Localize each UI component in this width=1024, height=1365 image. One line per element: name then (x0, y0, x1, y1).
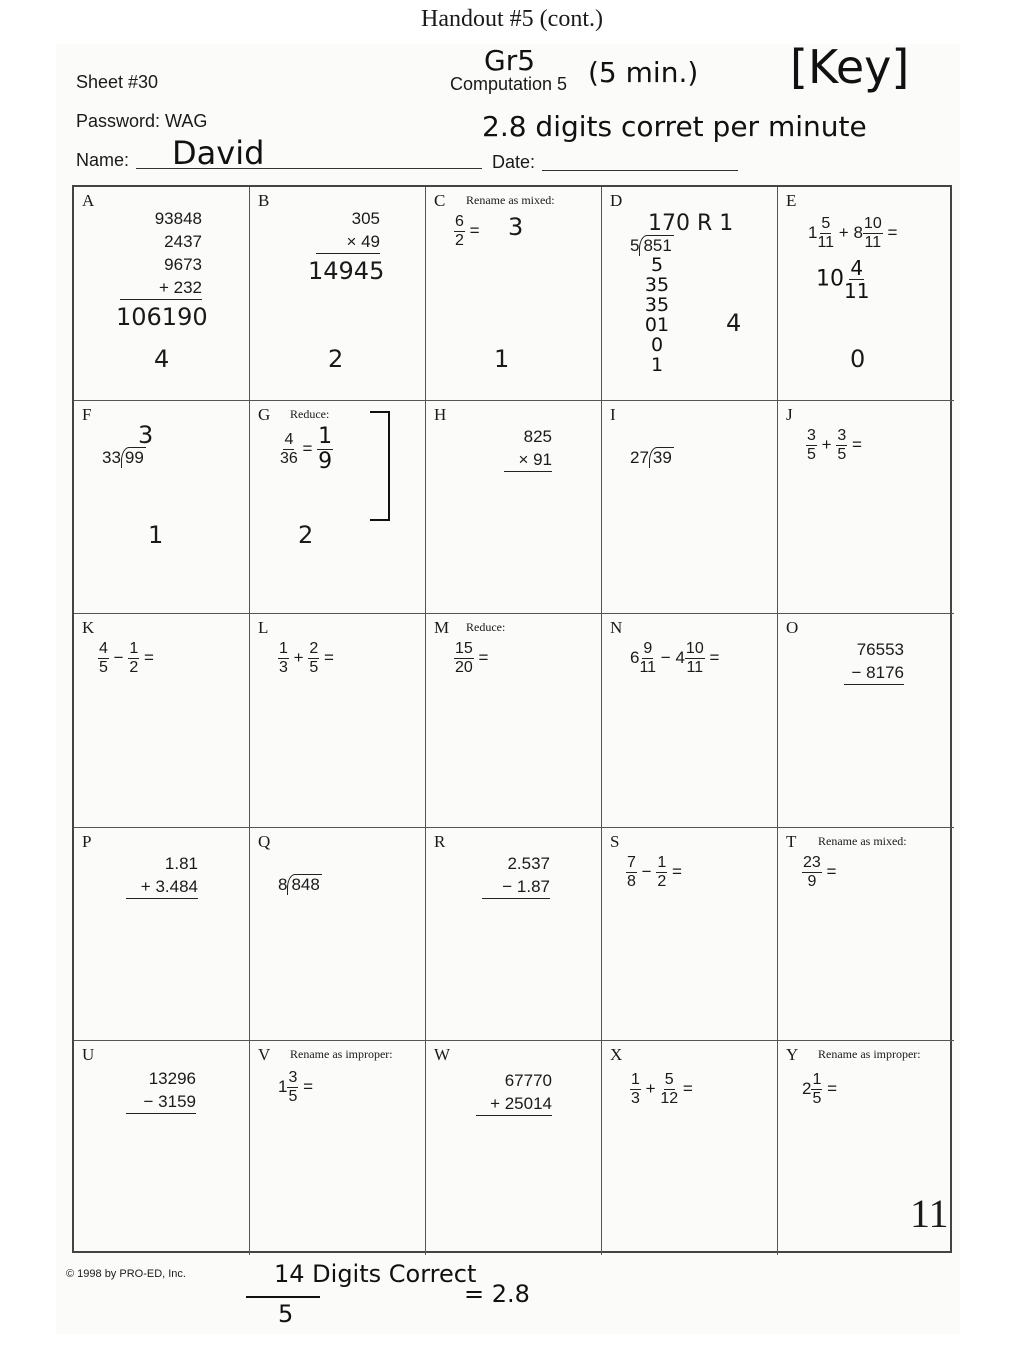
numerator: 1 (631, 1071, 640, 1089)
numerator: 23 (803, 853, 821, 871)
dividend: 851 (639, 235, 673, 256)
cell-label: X (610, 1045, 623, 1065)
cell-label: A (82, 191, 95, 210)
digits-correct-score: 2 (328, 345, 344, 373)
cell-b (250, 187, 426, 401)
cell-v: V Rename as improper: 1 $\frac{3}{5}$ = (250, 1041, 426, 1255)
divisor: 33 (102, 447, 121, 467)
handwritten-whole: 10 (816, 266, 844, 292)
denominator: 20 (455, 659, 473, 677)
digits-correct-score: 4 (154, 345, 170, 373)
name-label: Name: (76, 150, 130, 170)
factor: × 49 (316, 230, 380, 254)
numerator: 15 (455, 640, 473, 658)
cell-l: L $\frac{1}{3}$ + $\frac{2}{5}$ = (250, 614, 426, 828)
subtrahend: − 3159 (126, 1090, 196, 1114)
denominator: 11 (639, 659, 657, 677)
handwritten-bracket (370, 411, 390, 521)
denominator: 9 (807, 872, 817, 890)
total-digits-correct: 14 Digits Correct (274, 1260, 477, 1288)
denominator: 5 (807, 445, 816, 463)
denominator: 8 (627, 872, 636, 890)
divisor: 8 (278, 874, 288, 894)
cell-i (602, 401, 778, 615)
cell-p (74, 828, 250, 1042)
subtrahend: − 8176 (844, 661, 904, 685)
instruction: Reduce: (290, 406, 330, 421)
sheet-number: Sheet #30 (76, 72, 159, 92)
dividend: 39 (649, 447, 674, 468)
digits-correct-score: 1 (148, 520, 164, 549)
denominator: 11 (686, 659, 704, 677)
problem-grid (72, 185, 952, 1253)
cell-label: J (786, 404, 793, 424)
total-minutes: 5 (278, 1300, 294, 1328)
denominator: 5 (99, 659, 108, 677)
denominator: 2 (129, 659, 139, 677)
grade-handwritten: Gr5 (484, 44, 536, 77)
operator: + (821, 434, 832, 454)
cell-label: L (258, 618, 269, 638)
instruction: Rename as improper: (818, 1047, 921, 1062)
cell-label: R (434, 831, 446, 851)
dividend: 848 (287, 874, 321, 895)
work-step: 01 (644, 314, 670, 336)
cell-label: F (82, 404, 92, 424)
page-number: 11 (910, 1191, 949, 1236)
key-handwritten: [Key] (790, 40, 910, 94)
handwritten-numerator: 4 (850, 256, 864, 280)
cell-x: X $\frac{1}{3}$ + $\frac{5}{12}$ = (602, 1041, 778, 1255)
cell-label: E (786, 191, 797, 210)
cell-label: W (434, 1045, 451, 1065)
cell-k: K $\frac{4}{5}$ − $\frac{1}{2}$ = (74, 614, 250, 828)
cell-label: S (610, 831, 620, 851)
denominator: 5 (837, 445, 847, 463)
numerator: 1 (129, 640, 139, 658)
denominator: 36 (280, 449, 298, 467)
digits-per-minute-result: = 2.8 (464, 1280, 530, 1308)
cell-f (74, 401, 250, 615)
cell-label: P (82, 831, 92, 851)
copyright: © 1998 by PRO-ED, Inc. (66, 1268, 186, 1280)
digits-correct-score: 4 (726, 309, 742, 337)
addend: 9673 (164, 255, 202, 274)
numerator: 10 (863, 215, 882, 232)
numerator: 7 (627, 853, 636, 871)
computation-title: Computation 5 (450, 74, 568, 94)
numerator: 4 (99, 640, 108, 658)
instruction: Reduce: (466, 620, 506, 635)
divisor: 27 (630, 447, 649, 467)
cell-label: G (258, 404, 271, 424)
cell-r (426, 828, 602, 1042)
whole: 8 (853, 222, 863, 242)
denominator: 5 (812, 1090, 822, 1108)
numerator: 1 (657, 853, 667, 871)
dividend: 99 (121, 447, 146, 468)
denominator: 2 (657, 872, 667, 890)
cell-h (426, 401, 602, 615)
whole: 6 (630, 648, 640, 668)
date-label: Date: (492, 152, 536, 172)
work-step: 5 (650, 254, 664, 276)
cell-y: Y Rename as improper: 2 $\frac{1}{5}$ = (786, 1045, 921, 1108)
whole: 1 (278, 1077, 288, 1097)
cell-label: M (434, 618, 450, 638)
minuend: 2.537 (507, 853, 550, 873)
cell-s: S $\frac{7}{8}$ − $\frac{1}{2}$ = (602, 828, 778, 1042)
cell-label: V (258, 1045, 271, 1065)
numerator: 5 (821, 215, 831, 232)
cell-label: T (786, 831, 797, 851)
whole: 1 (808, 222, 818, 242)
cell-label: Q (258, 831, 271, 851)
numerator: 1 (812, 1071, 822, 1089)
numerator: 3 (288, 1069, 298, 1087)
denominator: 12 (660, 1090, 679, 1108)
digits-correct-score: 1 (494, 345, 510, 373)
numerator: 5 (664, 1071, 674, 1089)
operator: + (645, 1079, 656, 1099)
numerator: 2 (309, 640, 319, 658)
handwritten-denominator: 9 (318, 448, 333, 474)
instruction: Rename as mixed: (466, 193, 555, 207)
cell-q (250, 828, 426, 1042)
time-handwritten: (5 min.) (588, 56, 699, 89)
numerator: 3 (837, 426, 847, 444)
digits-correct-score: 2 (298, 520, 314, 549)
handwritten-answer: 106190 (116, 303, 208, 331)
addend: 93848 (154, 209, 202, 228)
numerator: 4 (284, 430, 294, 448)
cell-o (778, 614, 954, 828)
cell-label: D (610, 191, 623, 210)
numerator: 9 (643, 640, 653, 658)
factor: 825 (523, 426, 552, 446)
cell-t: T Rename as mixed: $\frac{23}{9}$ = (778, 828, 954, 1042)
denominator: 11 (864, 234, 882, 251)
whole: 4 (675, 648, 685, 668)
cell-g: G Reduce: $\frac{4}{36}$ = $\frac{1}{9}$ 2 (250, 401, 426, 615)
handwritten-answer: 14945 (308, 257, 385, 285)
denominator: 11 (817, 234, 835, 251)
whole: 2 (802, 1079, 812, 1099)
handwritten-numerator: 1 (318, 423, 333, 449)
cell-label: H (434, 404, 447, 424)
operator: − (641, 861, 652, 881)
cell-c: C Rename as mixed: $\frac{6}{2}$ = 3 1 (426, 187, 602, 401)
denominator: 5 (309, 659, 319, 677)
cell-label: C (434, 191, 446, 210)
numerator: 6 (455, 213, 464, 230)
instruction: Rename as improper: (290, 1047, 393, 1062)
cell-m: M Reduce: $\frac{15}{20}$ = (426, 614, 602, 828)
numerator: 3 (807, 426, 816, 444)
cell-j: J $\frac{3}{5}$ + $\frac{3}{5}$ = (778, 401, 954, 615)
handout-title: Handout #5 (cont.) (421, 6, 603, 32)
cell-a (74, 187, 250, 401)
addend: + 25014 (476, 1092, 552, 1116)
password: Password: WAG (76, 111, 208, 131)
addend: 2437 (164, 232, 202, 251)
factor: 305 (351, 209, 380, 228)
cell-e: E 1 $\frac{5}{11}$ + 8 $\frac{10}{11}$ = 10 $\frac{4}{11}$ 0 (778, 187, 954, 401)
cell-label: O (786, 618, 799, 638)
work-step: 35 (644, 294, 670, 316)
addend: 67770 (504, 1071, 552, 1091)
date-line (542, 170, 738, 171)
operator: + (293, 648, 304, 668)
cell-d (602, 187, 778, 401)
addend: 1.81 (164, 853, 198, 873)
work-step: 0 (650, 334, 664, 356)
denominator: 2 (455, 232, 464, 249)
cell-label: N (610, 618, 623, 638)
handwritten-answer: 3 (508, 213, 524, 241)
handwritten-quotient: 170 R 1 (648, 211, 734, 236)
digits-correct-score: 0 (850, 345, 866, 373)
cell-label: U (82, 1045, 95, 1065)
work-step: 35 (644, 274, 670, 296)
numerator: 1 (279, 640, 288, 658)
cell-n: N 6 $\frac{9}{11}$ − 4 $\frac{10}{11}$ = (602, 614, 778, 828)
subtrahend: − 1.87 (482, 875, 550, 899)
numerator: 10 (685, 640, 704, 658)
minuend: 76553 (856, 640, 904, 660)
cell-label: K (82, 618, 95, 638)
cell-label: B (258, 191, 270, 210)
minuend: 13296 (148, 1069, 196, 1089)
addend: + 3.484 (126, 875, 198, 899)
handwritten-denominator: 11 (844, 279, 870, 303)
cell-u (74, 1041, 250, 1255)
work-step: 1 (650, 354, 664, 376)
divisor: 5 (630, 236, 640, 255)
denominator: 3 (279, 659, 288, 677)
operator: − (113, 648, 124, 668)
cell-w (426, 1041, 602, 1255)
rate-handwritten: 2.8 digits corret per minute (482, 110, 867, 143)
factor: × 91 (504, 448, 552, 472)
denominator: 3 (631, 1090, 640, 1108)
handwritten-quotient: 3 (138, 420, 154, 449)
student-name: David (172, 134, 265, 172)
fraction-bar (246, 1296, 320, 1298)
cell-label: I (610, 404, 616, 424)
addend: + 232 (120, 276, 202, 300)
cell-label: Y (786, 1045, 799, 1065)
instruction: Rename as mixed: (818, 833, 907, 848)
denominator: 5 (288, 1088, 298, 1106)
